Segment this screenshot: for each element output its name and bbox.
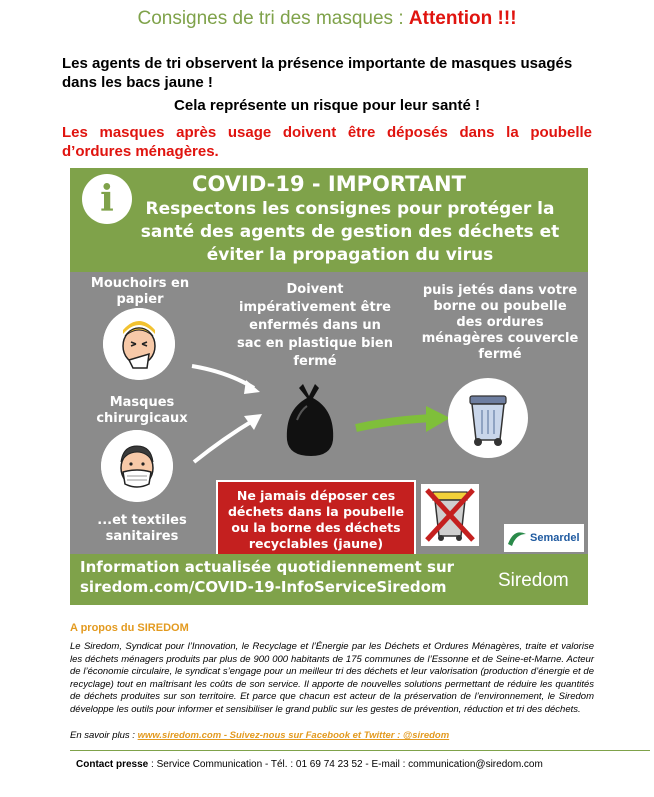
label-household-bin: puis jetés dans votre borne ou poubelle des ordures ménagères couvercle fermé [421, 283, 579, 362]
intro-paragraph-2: Cela représente un risque pour leur santé ! [174, 97, 480, 114]
learn-more [70, 730, 594, 741]
learn-more-label: En savoir plus : [70, 730, 138, 741]
contact-label: Contact presse [76, 759, 149, 770]
warning-text: Ne jamais déposer ces déchets dans la poubelle ou la borne des déchets recyclables (jaune) [227, 488, 405, 551]
covid-poster [70, 168, 588, 605]
semardel-logo [504, 524, 584, 552]
page-title [0, 8, 654, 30]
about-body: Le Siredom, Syndicat pour l’Innovation, le Recyclage et l’Énergie par les Déchets et Ordures Ménagères, traite et valorise les déchets ménagers produits par plus de 900 000 habitants de 175 communes de l’Essonne et de Seine-et-Marne. Acteur de l’économie circulaire, le syndicat s’engage pour un meilleur tri des déchets et leur valorisation (production d’énergie et de recyclage) tout en maîtrisant les coûts de son service. Il apporte de nouvelles solutions permettant de réduire les quantités de déchets produites sur son territoire. Et parce que chacun est acteur de la préservation de l’environnement, le Siredom développe les outils pour informer et sensibiliser le grand public sur les gestes de prévention, réduction et tri des déchets. [70, 641, 594, 715]
about-heading: A propos du SIREDOM [70, 622, 189, 634]
intro-paragraph-1: Les agents de tri observent la présence importante de masques usagés dans les bacs jaune ! [62, 55, 573, 91]
label-surgical-masks: Masques chirurgicaux [96, 395, 188, 426]
wheelie-bin-icon [448, 378, 528, 458]
siredom-logo-text: Siredom [498, 570, 569, 591]
label-sanitary-textiles: ...et textiles sanitaires [97, 513, 187, 544]
trash-bag-icon [275, 380, 345, 460]
arrow-icon [188, 358, 268, 398]
crossed-recycling-bin-icon [421, 484, 479, 546]
poster-footer [70, 554, 588, 605]
poster-header [70, 168, 588, 272]
info-icon: i [82, 174, 132, 224]
learn-more-links[interactable]: www.siredom.com - Suivez-nous sur Facebook et Twitter : @siredom [137, 730, 450, 741]
poster-title: COVID-19 - IMPORTANT [192, 172, 466, 196]
siredom-logo [494, 560, 584, 600]
semardel-logo-text: Semardel [530, 532, 580, 544]
title-attention: Attention !!! [408, 8, 517, 29]
title-main: Consignes de tri des masques : [137, 8, 409, 29]
poster-subtitle: Respectons les consignes pour protéger la santé des agents de gestion des déchets et éviter la propagation du virus [140, 199, 560, 265]
arrow-icon [188, 408, 268, 468]
intro-paragraph-3: Les masques après usage doivent être déposés dans la poubelle d’ordures ménagères. [62, 124, 592, 160]
contact-text: : Service Communication - Tél. : 01 69 74 23 52 - E-mail : communication@siredom.com [148, 759, 543, 770]
divider [70, 750, 650, 751]
label-tissues: Mouchoirs en papier [90, 276, 190, 307]
arrow-icon [352, 400, 452, 440]
label-sealed-bag: Doivent impérativement être enfermés dans un sac en plastique bien fermé [236, 282, 394, 369]
sneezing-face-icon [103, 308, 175, 380]
press-contact [76, 759, 543, 770]
info-update-text: Information actualisée quotidiennement sur siredom.com/COVID-19-InfoServiceSiredom [80, 558, 455, 596]
masked-face-icon [101, 430, 173, 502]
warning-box [216, 480, 416, 556]
